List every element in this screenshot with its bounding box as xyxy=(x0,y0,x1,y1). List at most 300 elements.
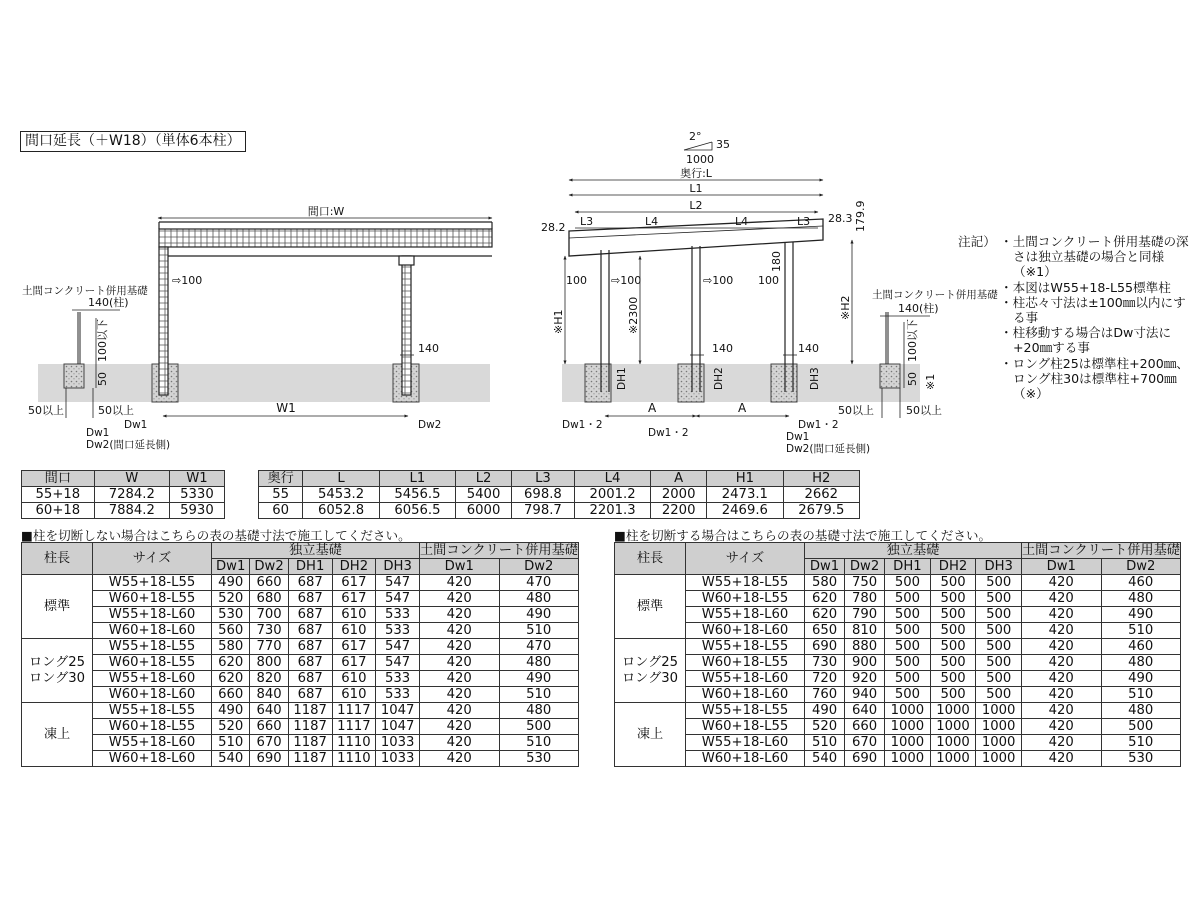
notes-heading: 注記） xyxy=(958,234,996,249)
note-item: ・ 柱芯々寸法は±100㎜以内にする事 xyxy=(1000,295,1196,325)
value-cell: 700 xyxy=(250,607,288,623)
value-cell: 760 xyxy=(805,687,845,703)
value-cell: 420 xyxy=(420,607,500,623)
front-soil-label: 土間コンクリート併用基礎 xyxy=(22,285,148,297)
value-cell: 500 xyxy=(976,591,1022,607)
note-item: ・ 柱移動する場合はDw寸法に+20㎜する事 xyxy=(1000,325,1196,355)
value-cell: 1047 xyxy=(376,719,420,735)
side-dw12-c: Dw1・2 xyxy=(798,419,839,431)
front-view xyxy=(22,205,492,451)
front-50-more-2: 50以上 xyxy=(98,404,134,417)
col-independent-header: 独立基礎 xyxy=(805,543,1022,559)
value-cell: 900 xyxy=(845,655,885,671)
depth-cell: 2001.2 xyxy=(574,487,650,503)
value-cell: 690 xyxy=(845,751,885,767)
side-h1: ※H1 xyxy=(552,309,565,334)
value-cell: 533 xyxy=(376,687,420,703)
value-cell: 420 xyxy=(420,735,500,751)
side-depth-label: 奥行:L xyxy=(680,167,712,180)
side-dh3: DH3 xyxy=(809,367,821,390)
front-w1-label: W1 xyxy=(276,401,296,415)
value-cell: 420 xyxy=(420,687,500,703)
col-size-header: サイズ xyxy=(686,543,805,575)
value-cell: 1000 xyxy=(930,751,976,767)
value-cell: 1033 xyxy=(376,735,420,751)
side-dh1: DH1 xyxy=(616,367,628,390)
col-soil-header: 土間コンクリート併用基礎 xyxy=(1022,543,1180,558)
col-sub-header: Dw2 xyxy=(1101,559,1181,575)
side-dh2: DH2 xyxy=(713,367,725,390)
side-28-2: 28.2 xyxy=(541,221,566,234)
value-cell: 530 xyxy=(499,751,579,767)
col-sub-header: Dw1 xyxy=(805,559,845,575)
side-foundation-1 xyxy=(585,364,611,402)
value-cell: 420 xyxy=(1022,607,1102,623)
col-sub-header: Dw2 xyxy=(250,559,288,575)
value-cell: 510 xyxy=(499,687,579,703)
value-cell: 810 xyxy=(845,623,885,639)
value-cell: 510 xyxy=(499,735,579,751)
value-cell: 480 xyxy=(499,591,579,607)
value-cell: 1033 xyxy=(376,751,420,767)
depth-cell: 6052.8 xyxy=(303,503,379,519)
width-cell: 55+18 xyxy=(22,487,95,503)
width-cell: 5930 xyxy=(169,503,224,519)
value-cell: 533 xyxy=(376,671,420,687)
value-cell: 687 xyxy=(288,623,332,639)
value-cell: 420 xyxy=(1022,639,1102,655)
col-sub-header: DH2 xyxy=(332,559,376,575)
depth-cell: 60 xyxy=(259,503,303,519)
col-sub-header: Dw2 xyxy=(499,559,579,575)
side-140-pillar: 140(柱) xyxy=(898,302,939,315)
depth-cell: 6000 xyxy=(456,503,512,519)
value-cell: 1117 xyxy=(332,703,376,719)
value-cell: 420 xyxy=(1022,671,1102,687)
depth-header: L2 xyxy=(456,471,512,487)
value-cell: 780 xyxy=(845,591,885,607)
size-cell: W60+18-L60 xyxy=(686,687,805,703)
front-dw2-label: Dw2 xyxy=(418,419,442,431)
value-cell: 690 xyxy=(805,639,845,655)
front-100-or-less-label: 100以下 xyxy=(96,319,109,362)
value-cell: 620 xyxy=(805,591,845,607)
depth-header: A xyxy=(651,471,707,487)
side-179-9: 179.9 xyxy=(854,200,867,232)
side-soil-foundation xyxy=(880,364,900,388)
value-cell: 820 xyxy=(250,671,288,687)
value-cell: 610 xyxy=(332,607,376,623)
value-cell: 920 xyxy=(845,671,885,687)
value-cell: 940 xyxy=(845,687,885,703)
value-cell: 420 xyxy=(1022,703,1102,719)
value-cell: 687 xyxy=(288,687,332,703)
value-cell: 460 xyxy=(1101,575,1181,591)
value-cell: 640 xyxy=(845,703,885,719)
group-label: 標準 xyxy=(615,575,686,639)
value-cell: 670 xyxy=(845,735,885,751)
value-cell: 500 xyxy=(976,575,1022,591)
value-cell: 500 xyxy=(930,607,976,623)
side-100-or-less: 100以下 xyxy=(906,319,919,362)
depth-cell: 55 xyxy=(259,487,303,503)
value-cell: 687 xyxy=(288,655,332,671)
value-cell: 520 xyxy=(212,591,250,607)
side-2300: ※2300 xyxy=(627,296,640,334)
size-cell: W60+18-L60 xyxy=(93,751,212,767)
value-cell: 1000 xyxy=(976,703,1022,719)
size-cell: W60+18-L55 xyxy=(686,719,805,735)
value-cell: 480 xyxy=(1101,655,1181,671)
foundation-table-no-cut xyxy=(21,542,579,767)
value-cell: 510 xyxy=(212,735,250,751)
front-50-label: 50 xyxy=(96,372,109,386)
value-cell: 420 xyxy=(420,623,500,639)
side-100-a: 100 xyxy=(566,274,587,287)
value-cell: 660 xyxy=(250,575,288,591)
side-100-d: 100 xyxy=(758,274,779,287)
value-cell: 420 xyxy=(420,575,500,591)
value-cell: 510 xyxy=(1101,735,1181,751)
value-cell: 420 xyxy=(420,703,500,719)
value-cell: 500 xyxy=(930,687,976,703)
size-cell: W55+18-L55 xyxy=(93,575,212,591)
value-cell: 670 xyxy=(250,735,288,751)
depth-header: L1 xyxy=(379,471,455,487)
value-cell: 500 xyxy=(976,655,1022,671)
front-100-label: ⇨100 xyxy=(172,274,203,287)
col-size-header: サイズ xyxy=(93,543,212,575)
front-legend-dw1: Dw1 xyxy=(86,427,110,439)
value-cell: 500 xyxy=(930,639,976,655)
value-cell: 500 xyxy=(930,591,976,607)
value-cell: 1187 xyxy=(288,751,332,767)
value-cell: 420 xyxy=(420,671,500,687)
side-a1: A xyxy=(648,401,657,415)
diagram-title: 間口延長（＋W18）（単体6本柱） xyxy=(20,131,246,152)
value-cell: 500 xyxy=(930,623,976,639)
value-cell: 617 xyxy=(332,575,376,591)
value-cell: 510 xyxy=(1101,687,1181,703)
side-legend-dw2: Dw2(間口延長側) xyxy=(786,443,871,455)
size-cell: W55+18-L55 xyxy=(686,703,805,719)
value-cell: 1000 xyxy=(976,735,1022,751)
value-cell: 530 xyxy=(212,607,250,623)
value-cell: 1047 xyxy=(376,703,420,719)
front-140-label: 140 xyxy=(418,342,439,355)
depth-cell: 2201.3 xyxy=(574,503,650,519)
depth-cell: 5456.5 xyxy=(379,487,455,503)
col-sub-header: DH2 xyxy=(930,559,976,575)
value-cell: 1000 xyxy=(885,735,931,751)
value-cell: 547 xyxy=(376,575,420,591)
value-cell: 520 xyxy=(805,719,845,735)
front-50-more-1: 50以上 xyxy=(28,404,64,417)
side-100-b: ⇨100 xyxy=(611,274,642,287)
depth-header: L xyxy=(303,471,379,487)
group-label: 凍上 xyxy=(615,703,686,767)
value-cell: 620 xyxy=(212,655,250,671)
note-item: ・ 本図はW55+18-L55標準柱 xyxy=(1000,280,1196,295)
depth-cell: 2200 xyxy=(651,503,707,519)
value-cell: 420 xyxy=(1022,719,1102,735)
value-cell: 620 xyxy=(212,671,250,687)
size-cell: W55+18-L60 xyxy=(686,607,805,623)
value-cell: 840 xyxy=(250,687,288,703)
value-cell: 730 xyxy=(805,655,845,671)
value-cell: 500 xyxy=(976,671,1022,687)
value-cell: 500 xyxy=(885,623,931,639)
value-cell: 1117 xyxy=(332,719,376,735)
notes xyxy=(958,234,1196,401)
value-cell: 480 xyxy=(1101,591,1181,607)
value-cell: 460 xyxy=(1101,639,1181,655)
depth-header: H2 xyxy=(783,471,859,487)
side-dw12-b: Dw1・2 xyxy=(648,427,689,439)
front-dw1-label: Dw1 xyxy=(124,419,148,431)
front-roof-grille xyxy=(159,229,492,247)
value-cell: 580 xyxy=(805,575,845,591)
value-cell: 610 xyxy=(332,623,376,639)
width-header: W1 xyxy=(169,471,224,487)
depth-cell: 5400 xyxy=(456,487,512,503)
value-cell: 500 xyxy=(976,607,1022,623)
value-cell: 480 xyxy=(499,655,579,671)
group-label: ロング25 ロング30 xyxy=(615,639,686,703)
col-sub-header: Dw1 xyxy=(420,559,500,575)
side-view xyxy=(541,130,998,455)
col-sub-header: DH1 xyxy=(885,559,931,575)
value-cell: 770 xyxy=(250,639,288,655)
side-a2: A xyxy=(738,401,747,415)
value-cell: 540 xyxy=(212,751,250,767)
value-cell: 650 xyxy=(805,623,845,639)
size-cell: W55+18-L60 xyxy=(686,735,805,751)
value-cell: 490 xyxy=(499,607,579,623)
value-cell: 540 xyxy=(805,751,845,767)
width-cell: 60+18 xyxy=(22,503,95,519)
value-cell: 750 xyxy=(845,575,885,591)
value-cell: 547 xyxy=(376,655,420,671)
value-cell: 687 xyxy=(288,639,332,655)
depth-cell: 2469.6 xyxy=(707,503,783,519)
foundation-table-cut xyxy=(614,542,1181,767)
side-28-3: 28.3 xyxy=(828,212,853,225)
value-cell: 420 xyxy=(1022,623,1102,639)
depth-cell: 2662 xyxy=(783,487,859,503)
front-soil-foundation xyxy=(64,364,84,388)
side-50-more-1: 50以上 xyxy=(838,404,874,417)
side-l1-label: L1 xyxy=(689,182,703,195)
width-cell: 5330 xyxy=(169,487,224,503)
size-cell: W60+18-L55 xyxy=(93,719,212,735)
side-140-a: 140 xyxy=(712,342,733,355)
value-cell: 420 xyxy=(1022,751,1102,767)
value-cell: 547 xyxy=(376,639,420,655)
group-label: 標準 xyxy=(22,575,93,639)
value-cell: 790 xyxy=(845,607,885,623)
side-l3-right: L3 xyxy=(797,215,811,228)
size-cell: W55+18-L60 xyxy=(93,671,212,687)
value-cell: 510 xyxy=(805,735,845,751)
col-length-header: 柱長 xyxy=(22,543,93,575)
note-item: ・ 土間コンクリート併用基礎の深さは独立基礎の場合と同様（※1） xyxy=(1000,234,1196,280)
value-cell: 730 xyxy=(250,623,288,639)
side-l2-label: L2 xyxy=(689,199,703,212)
value-cell: 1000 xyxy=(930,719,976,735)
value-cell: 500 xyxy=(885,687,931,703)
value-cell: 490 xyxy=(212,703,250,719)
size-cell: W55+18-L55 xyxy=(93,639,212,655)
size-cell: W60+18-L55 xyxy=(93,655,212,671)
value-cell: 533 xyxy=(376,623,420,639)
side-soil-label: 土間コンクリート併用基礎 xyxy=(872,289,998,301)
col-sub-header: DH3 xyxy=(376,559,420,575)
size-cell: W60+18-L55 xyxy=(93,591,212,607)
value-cell: 617 xyxy=(332,591,376,607)
value-cell: 490 xyxy=(1101,607,1181,623)
value-cell: 500 xyxy=(1101,719,1181,735)
depth-cell: 6056.5 xyxy=(379,503,455,519)
size-cell: W55+18-L60 xyxy=(686,671,805,687)
depth-header: H1 xyxy=(707,471,783,487)
note-item: ・ ロング柱25は標準柱+200㎜、ロング柱30は標準柱+700㎜（※） xyxy=(1000,356,1196,402)
group-label: 凍上 xyxy=(22,703,93,767)
value-cell: 490 xyxy=(212,575,250,591)
front-pillar-cap xyxy=(399,256,414,265)
value-cell: 720 xyxy=(805,671,845,687)
group-label: ロング25 ロング30 xyxy=(22,639,93,703)
side-100-c: ⇨100 xyxy=(703,274,734,287)
value-cell: 420 xyxy=(420,639,500,655)
side-dw12-a: Dw1・2 xyxy=(562,419,603,431)
value-cell: 1000 xyxy=(976,751,1022,767)
value-cell: 687 xyxy=(288,575,332,591)
value-cell: 510 xyxy=(1101,623,1181,639)
width-header: 間口 xyxy=(22,471,95,487)
value-cell: 420 xyxy=(420,751,500,767)
value-cell: 620 xyxy=(805,607,845,623)
col-sub-header: DH3 xyxy=(976,559,1022,575)
value-cell: 1187 xyxy=(288,719,332,735)
value-cell: 470 xyxy=(499,575,579,591)
size-cell: W55+18-L60 xyxy=(93,607,212,623)
value-cell: 660 xyxy=(845,719,885,735)
size-cell: W55+18-L55 xyxy=(686,639,805,655)
value-cell: 690 xyxy=(250,751,288,767)
value-cell: 547 xyxy=(376,591,420,607)
value-cell: 617 xyxy=(332,639,376,655)
side-l4-left: L4 xyxy=(645,215,659,228)
value-cell: 490 xyxy=(499,671,579,687)
size-cell: W60+18-L60 xyxy=(686,751,805,767)
value-cell: 470 xyxy=(499,639,579,655)
value-cell: 1000 xyxy=(885,703,931,719)
value-cell: 490 xyxy=(805,703,845,719)
col-sub-header: Dw1 xyxy=(212,559,250,575)
side-h2: ※H2 xyxy=(839,295,852,320)
size-cell: W55+18-L55 xyxy=(686,575,805,591)
front-140-pillar-label: 140(柱) xyxy=(88,296,129,309)
value-cell: 560 xyxy=(212,623,250,639)
value-cell: 500 xyxy=(885,607,931,623)
size-cell: W60+18-L60 xyxy=(686,623,805,639)
value-cell: 687 xyxy=(288,671,332,687)
side-l3-left: L3 xyxy=(580,215,594,228)
value-cell: 1110 xyxy=(332,751,376,767)
value-cell: 420 xyxy=(1022,687,1102,703)
value-cell: 520 xyxy=(212,719,250,735)
value-cell: 1000 xyxy=(885,719,931,735)
value-cell: 1000 xyxy=(885,751,931,767)
depth-cell: 798.7 xyxy=(512,503,575,519)
value-cell: 1187 xyxy=(288,735,332,751)
width-table xyxy=(21,470,225,519)
col-length-header: 柱長 xyxy=(615,543,686,575)
value-cell: 580 xyxy=(212,639,250,655)
depth-cell: 2000 xyxy=(651,487,707,503)
front-pillar-right xyxy=(402,256,411,395)
value-cell: 480 xyxy=(1101,703,1181,719)
depth-header: 奥行 xyxy=(259,471,303,487)
width-cell: 7284.2 xyxy=(94,487,169,503)
value-cell: 500 xyxy=(930,655,976,671)
value-cell: 680 xyxy=(250,591,288,607)
value-cell: 1187 xyxy=(288,703,332,719)
size-cell: W60+18-L60 xyxy=(93,623,212,639)
size-cell: W60+18-L55 xyxy=(686,591,805,607)
value-cell: 687 xyxy=(288,591,332,607)
value-cell: 533 xyxy=(376,607,420,623)
value-cell: 500 xyxy=(930,671,976,687)
value-cell: 610 xyxy=(332,687,376,703)
value-cell: 490 xyxy=(1101,671,1181,687)
side-legend-dw1: Dw1 xyxy=(786,431,810,443)
depth-cell: 698.8 xyxy=(512,487,575,503)
slope-rise: 35 xyxy=(716,138,730,151)
value-cell: 530 xyxy=(1101,751,1181,767)
width-cell: 7884.2 xyxy=(94,503,169,519)
col-sub-header: Dw2 xyxy=(845,559,885,575)
value-cell: 420 xyxy=(1022,591,1102,607)
value-cell: 500 xyxy=(976,639,1022,655)
value-cell: 420 xyxy=(1022,655,1102,671)
side-180: 180 xyxy=(770,251,783,272)
value-cell: 480 xyxy=(499,703,579,719)
value-cell: 420 xyxy=(1022,575,1102,591)
value-cell: 500 xyxy=(885,639,931,655)
value-cell: 500 xyxy=(930,575,976,591)
value-cell: 880 xyxy=(845,639,885,655)
value-cell: 500 xyxy=(885,655,931,671)
size-cell: W55+18-L55 xyxy=(93,703,212,719)
depth-table xyxy=(258,470,860,519)
value-cell: 1000 xyxy=(976,719,1022,735)
depth-cell: 2679.5 xyxy=(783,503,859,519)
value-cell: 1110 xyxy=(332,735,376,751)
value-cell: 660 xyxy=(212,687,250,703)
front-legend-dw2: Dw2(間口延長側) xyxy=(86,439,171,451)
left-table-caption: ■柱を切断しない場合はこちらの表の基礎寸法で施工してください。 xyxy=(21,528,411,543)
size-cell: W60+18-L55 xyxy=(686,655,805,671)
slope-run: 1000 xyxy=(686,153,714,166)
value-cell: 1000 xyxy=(930,703,976,719)
value-cell: 420 xyxy=(1022,735,1102,751)
col-sub-header: Dw1 xyxy=(1022,559,1102,575)
value-cell: 420 xyxy=(420,655,500,671)
value-cell: 800 xyxy=(250,655,288,671)
slope-angle: 2° xyxy=(689,130,702,143)
